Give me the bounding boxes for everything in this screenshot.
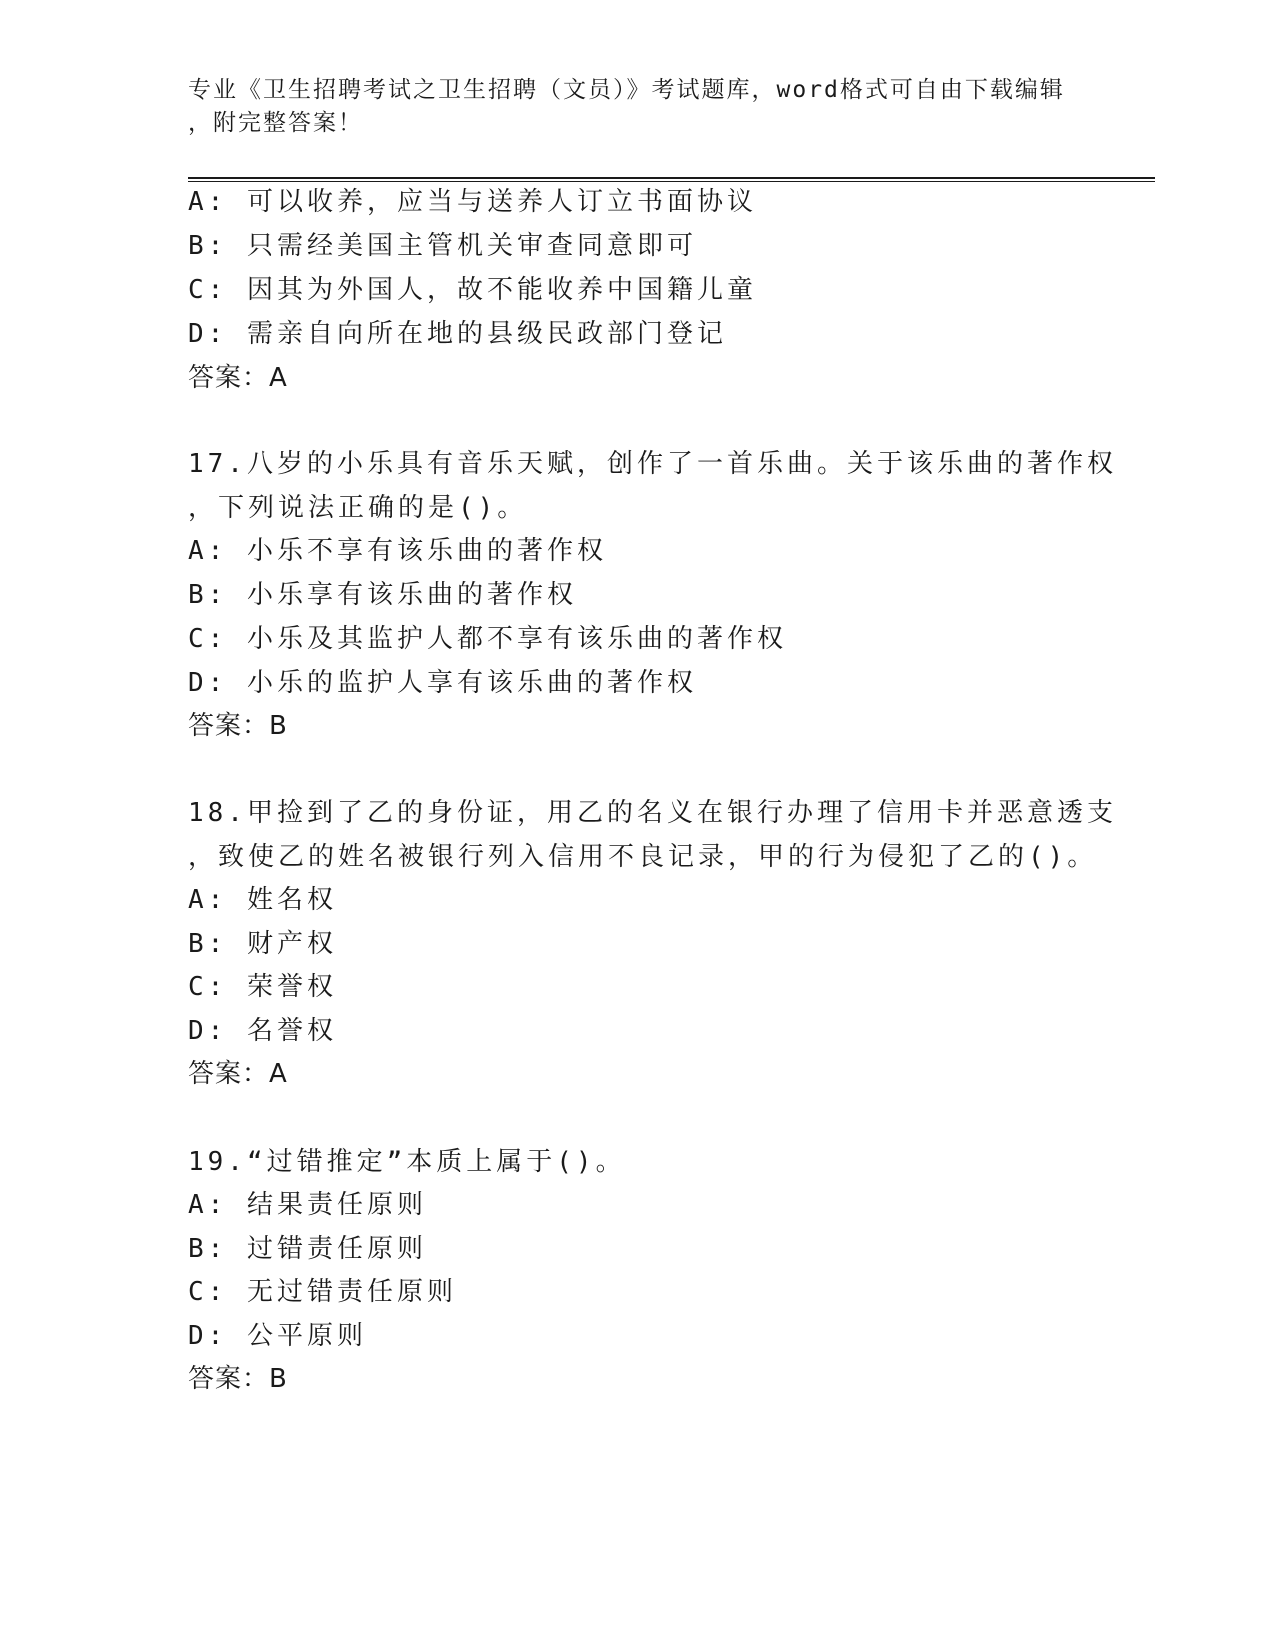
q16-answer: 答案：A <box>188 363 288 393</box>
q18-stem-line-2: ，致使乙的姓名被银行列入信用不良记录，甲的行为侵犯了乙的()。 <box>188 842 1098 872</box>
q17-option-d: D: 小乐的监护人享有该乐曲的著作权 <box>188 668 697 698</box>
q17-stem-line-2: ，下列说法正确的是()。 <box>188 493 528 523</box>
q18-stem-line-1: 18.甲捡到了乙的身份证，用乙的名义在银行办理了信用卡并恶意透支 <box>188 798 1117 828</box>
q18-option-d: D: 名誉权 <box>188 1016 337 1046</box>
q17-option-b: B: 小乐享有该乐曲的著作权 <box>188 580 577 610</box>
q16-option-c: C: 因其为外国人，故不能收养中国籍儿童 <box>188 275 757 305</box>
q18-option-a: A: 姓名权 <box>188 885 337 915</box>
q17-stem-line-1: 17.八岁的小乐具有音乐天赋，创作了一首乐曲。关于该乐曲的著作权 <box>188 449 1117 479</box>
header-divider <box>188 177 1155 183</box>
q19-answer: 答案：B <box>188 1364 288 1394</box>
q17-option-c: C: 小乐及其监护人都不享有该乐曲的著作权 <box>188 624 787 654</box>
page-header <box>188 74 1088 140</box>
q16-option-a: A: 可以收养，应当与送养人订立书面协议 <box>188 187 757 217</box>
q19-option-d: D: 公平原则 <box>188 1321 367 1351</box>
header-title-line-2: ，附完整答案！ <box>188 110 363 136</box>
q17-answer: 答案：B <box>188 711 288 741</box>
q19-option-b: B: 过错责任原则 <box>188 1234 427 1264</box>
q19-option-c: C: 无过错责任原则 <box>188 1277 457 1307</box>
q16-option-d: D: 需亲自向所在地的县级民政部门登记 <box>188 319 727 349</box>
q18-option-b: B: 财产权 <box>188 929 337 959</box>
q17-option-a: A: 小乐不享有该乐曲的著作权 <box>188 536 607 566</box>
q18-option-c: C: 荣誉权 <box>188 972 337 1002</box>
header-title-line-1: 专业《卫生招聘考试之卫生招聘（文员）》考试题库，word格式可自由下载编辑 <box>188 77 1065 103</box>
q16-option-b: B: 只需经美国主管机关审查同意即可 <box>188 231 697 261</box>
q19-option-a: A: 结果责任原则 <box>188 1190 427 1220</box>
q19-stem-line-1: 19.“过错推定”本质上属于()。 <box>188 1147 626 1177</box>
q18-answer: 答案：A <box>188 1059 288 1089</box>
